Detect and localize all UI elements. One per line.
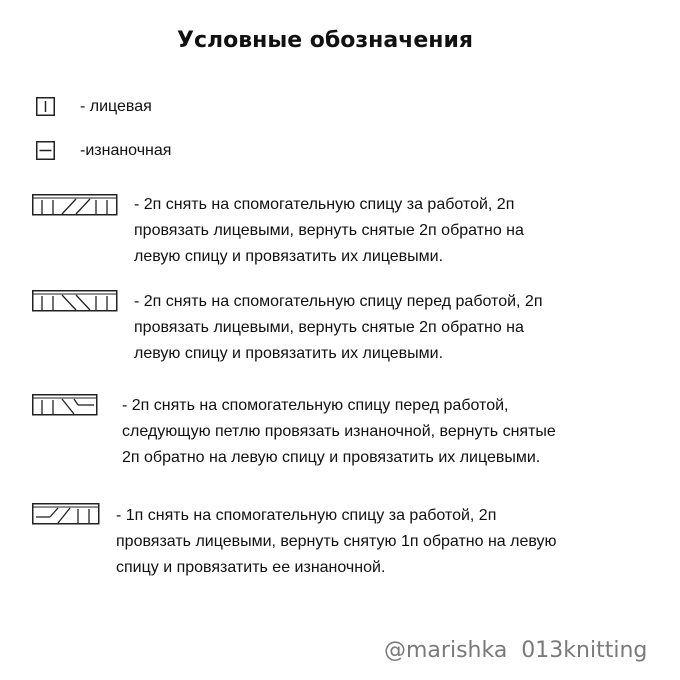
legend-text-line: -изнаночная: [80, 142, 172, 159]
knit-icon: [36, 97, 56, 117]
legend-text-line: провязать лицевыми, вернуть снятые 2п обратно на: [134, 319, 524, 336]
legend-text-line: провязать лицевыми, вернуть снятую 1п обратно на левую: [116, 533, 557, 550]
legend-text-line: спицу и провязатить ее изнаночной.: [116, 559, 386, 576]
legend-item-knit: [80, 94, 152, 120]
watermark: @marishka 013knitting: [384, 638, 648, 663]
legend-text-line: 2п обратно на левую спицу и провязатить их лицевыми.: [122, 449, 541, 466]
legend-text-line: левую спицу и провязатить их лицевыми.: [134, 345, 444, 362]
purl-icon: [36, 141, 56, 161]
legend-text-line: - 2п снять на спомогательную спицу перед работой, 2п: [134, 293, 543, 310]
cable-1-2-back-purl-icon: [32, 503, 100, 525]
legend-text-line: - 2п снять на спомогательную спицу за работой, 2п: [134, 196, 515, 213]
legend-text-line: - 2п снять на спомогательную спицу перед работой,: [122, 397, 509, 414]
legend-text-line: левую спицу и провязатить их лицевыми.: [134, 248, 444, 265]
legend-text-line: - лицевая: [80, 98, 152, 115]
cable-2-1-front-purl-icon: [32, 394, 98, 416]
cable-2-2-back-icon: [32, 194, 118, 216]
page-title: Условные обозначения: [176, 28, 473, 53]
legend-item-purl: [80, 138, 171, 164]
legend-item-cable-2-2-front: [134, 289, 542, 367]
legend-text-line: - 1п снять на спомогательную спицу за работой, 2п: [116, 507, 497, 524]
cable-2-2-front-icon: [32, 290, 118, 312]
legend-text-line: провязать лицевыми, вернуть снятые 2п обратно на: [134, 222, 524, 239]
legend-item-cable-2-2-back: [134, 192, 524, 270]
legend-text-line: следующую петлю провязать изнаночной, вернуть снятые: [122, 423, 556, 440]
legend-item-cable-2-1-front-purl: [122, 393, 556, 471]
legend-item-cable-1-2-back-purl: [116, 503, 557, 581]
